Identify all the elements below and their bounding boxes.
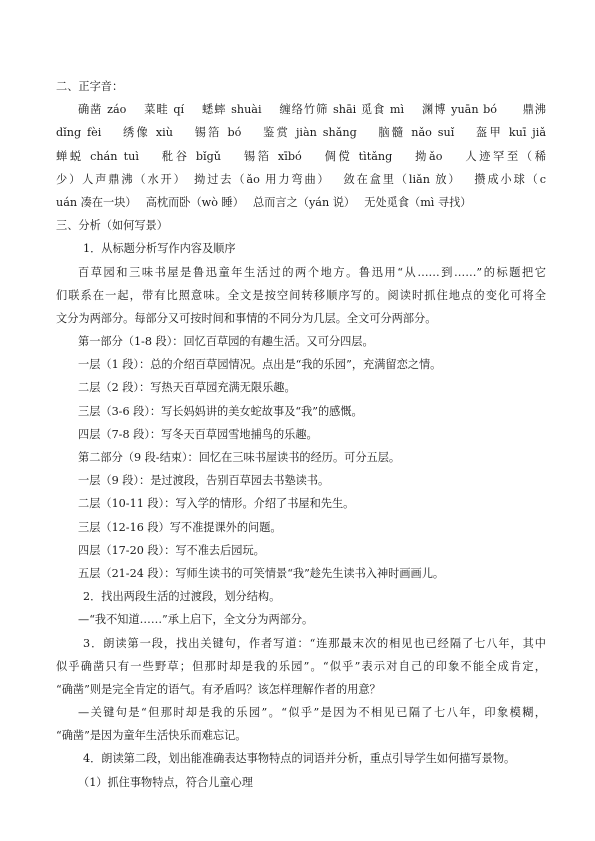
paragraph-line: 一层（1 段）：总的介绍百草园情况。点出是“我的乐园”，充满留恋之情。 [78, 358, 442, 372]
paragraph-line: —关键句是“但那时却是我的乐园”。“似乎”是因为不相见已隔了七八年，印象模糊， [78, 706, 546, 720]
paragraph-line: 3．朗读第一段，找出关键句，作者写道：“连那最末次的相见也已经隔了七八年，其中 [83, 636, 546, 650]
pronunciation-line: 确凿 záo 菜畦 qí 蟋蟀 shuài 缠络竹筛 shāi 觅食 mì 渊博 yuān bó 鼎沸 [78, 103, 546, 117]
paragraph-line: 2．找出两段生活的过渡段，划分结构。 [83, 590, 281, 604]
paragraph-line: 1．从标题分析写作内容及顺序 [83, 242, 236, 256]
pronunciation-line: 蝉蜕 chán tuì 秕谷 bǐgǔ 锡箔 xībó 倜傥 tìtǎng 拗ǎo 人迹罕至（稀 [56, 149, 546, 163]
paragraph-line: 四层（7-8 段）：写冬天百草园雪地捕鸟的乐趣。 [78, 427, 318, 441]
paragraph-line: —“我不知道……”承上启下，全文分为两部分。 [78, 613, 314, 627]
pronunciation-line: uán 凑在一块） 高枕而卧（wò 睡） 总而言之（yán 说） 无处觅食（mì 寻找） [56, 195, 472, 209]
paragraph-line: 二层（2 段）：写热天百草园充满无限乐趣。 [78, 381, 296, 395]
paragraph-line: 第一部分（1-8 段）：回忆百草园的有趣生活。又可分四层。 [78, 335, 374, 349]
paragraph-line: 文分为两部分。每部分又可按时间和事情的不同分为几层。全文可分两部分。 [56, 311, 437, 325]
paragraph-line: 4．朗读第二段，划出能准确表达事物特点的词语并分析，重点引导学生如何描写景物。 [83, 752, 516, 766]
paragraph-line: “确凿”是因为童年生活快乐而难忘记。 [56, 729, 247, 743]
pronunciation-line: 少）人声鼎沸（水开） 拗过去（ǎo 用力弯曲） 敛在盒里（liǎn 放） 攒成小球（c [56, 172, 546, 186]
paragraph-line: 一层（9 段）：是过渡段，告别百草园去书塾读书。 [78, 474, 330, 488]
paragraph-line: 三层（12-16 段）写不准提课外的问题。 [78, 520, 282, 534]
paragraph-line: 五层（21-24 段）：写师生读书的可笑情景“我”趁先生读书入神时画画儿。 [78, 566, 445, 580]
paragraph-line: 三层（3-6 段）：写长妈妈讲的美女蛇故事及“我”的感慨。 [78, 404, 363, 418]
paragraph-line: “确凿”则是完全肯定的语气。有矛盾吗？该怎样理解作者的用意？ [56, 682, 381, 696]
paragraph-line: 百草园和三味书屋是鲁迅童年生活过的两个地方。鲁迅用“从……到……”的标题把它 [78, 265, 546, 279]
document-content [56, 75, 546, 794]
paragraph-line: 第二部分（9 段-结束）：回忆在三味书屋读书的经历。可分五层。 [78, 451, 401, 464]
paragraph-line: 四层（17-20 段）：写不准去后园玩。 [78, 543, 265, 557]
pronunciation-line: dǐng fèi 绣像 xiù 锡箔 bó 鉴赏 jiàn shǎng 脑髓 nǎo suǐ 盔甲 kuī jiǎ [56, 126, 546, 140]
paragraph-line: 们联系在一起，带有比照意味。全文是按空间转移顺序写的。阅读时抓住地点的变化可将全 [56, 288, 546, 302]
paragraph-line: 似乎确凿只有一些野草；但那时却是我的乐园”。“似乎”表示对自己的印象不能全成肯定， [56, 659, 546, 673]
section-heading: 三、分析（如何写景） [56, 219, 168, 233]
paragraph-line: 二层（10-11 段）：写入学的情形。介绍了书屋和先生。 [78, 497, 355, 511]
section-heading: 二、正字音： [56, 80, 124, 93]
paragraph-line: （1）抓住事物特点，符合儿童心理 [78, 775, 253, 789]
